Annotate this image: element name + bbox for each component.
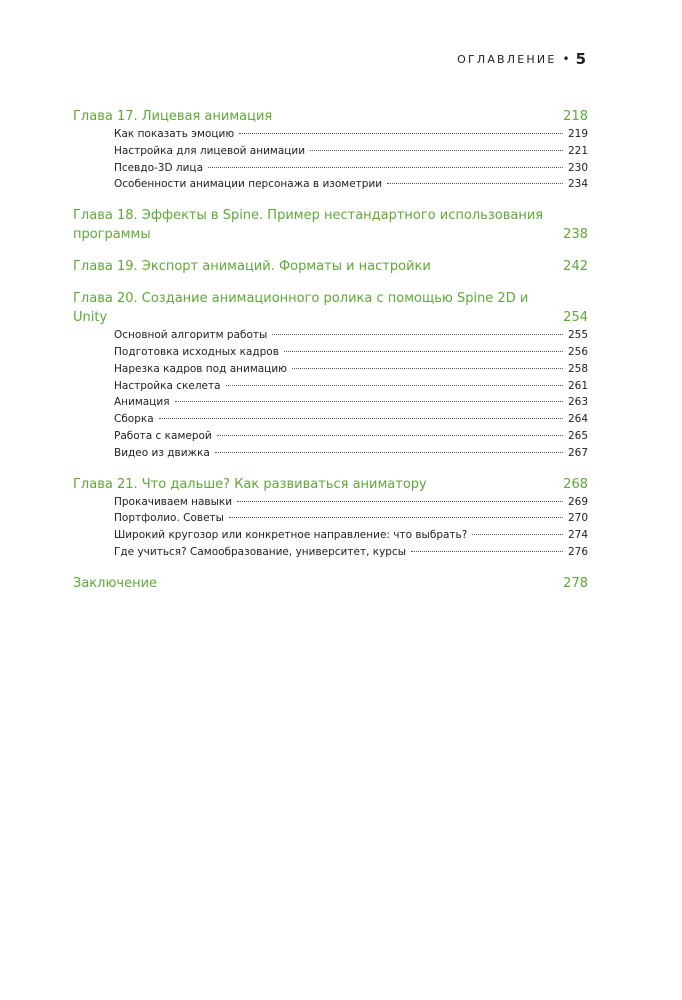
chapter-page-number: 278 [563, 575, 588, 591]
toc-entry[interactable] [114, 494, 588, 511]
dot-leader [472, 534, 563, 535]
toc-chapter [73, 257, 588, 276]
toc-entry[interactable] [114, 544, 588, 561]
entry-title: Настройка скелета [114, 379, 221, 392]
entry-title: Работа с камерой [114, 429, 212, 442]
entry-title: Анимация [114, 396, 170, 409]
chapter-page-number: 218 [563, 109, 588, 124]
chapter-title: Заключение [73, 575, 158, 591]
dot-leader [159, 418, 563, 419]
running-head [457, 50, 586, 68]
entry-title: Основной алгоритм работы [114, 329, 268, 342]
chapter-heading[interactable] [73, 475, 588, 494]
chapter-heading[interactable] [73, 107, 588, 126]
toc-chapter [73, 289, 588, 461]
dot-leader [239, 133, 563, 134]
chapter-title: Глава 21. Что дальше? Как развиваться аниматору [73, 476, 427, 492]
toc-chapter [73, 206, 588, 244]
entry-page-number: 276 [567, 545, 588, 558]
entry-title: Сборка [114, 413, 154, 426]
dot-leader [229, 517, 563, 518]
dot-leader [284, 351, 563, 352]
chapter-page-number: 254 [563, 310, 588, 326]
toc-entry[interactable] [114, 378, 588, 395]
chapter-heading[interactable] [73, 574, 588, 593]
toc-entry[interactable] [114, 327, 588, 344]
dot-leader [411, 551, 563, 552]
dot-leader [310, 150, 563, 151]
entry-title: Прокачиваем навыки [114, 495, 233, 508]
toc-entry[interactable] [114, 394, 588, 411]
entry-page-number: 234 [567, 178, 588, 191]
toc-entry[interactable] [114, 361, 588, 378]
entry-title: Портфолио. Советы [114, 512, 224, 525]
entry-title: Нарезка кадров под анимацию [114, 362, 287, 375]
entry-page-number: 258 [567, 362, 588, 375]
chapter-title: Глава 20. Создание анимационного ролика с помощью Spine 2D и Unity [73, 291, 529, 326]
chapter-heading[interactable] [73, 257, 588, 276]
chapter-heading[interactable] [73, 289, 588, 327]
entry-title: Подготовка исходных кадров [114, 345, 279, 358]
entry-title: Широкий кругозор или конкретное направление: что выбрать? [114, 529, 468, 542]
dot-leader [292, 368, 563, 369]
chapter-title: Глава 17. Лицевая анимация [73, 109, 273, 124]
toc-entry[interactable] [114, 143, 588, 160]
toc-entry[interactable] [114, 411, 588, 428]
dot-leader [226, 385, 563, 386]
entry-title: Видео из движка [114, 446, 210, 459]
chapter-heading[interactable] [73, 206, 588, 244]
page-number: 5 [575, 50, 586, 68]
toc-entry[interactable] [114, 176, 588, 193]
table-of-contents [73, 107, 588, 606]
entry-page-number: 261 [567, 379, 588, 392]
entry-page-number: 221 [567, 144, 588, 157]
toc-entry[interactable] [114, 445, 588, 462]
entry-title: Псевдо-3D лица [114, 161, 204, 174]
bullet-icon: • [562, 52, 570, 66]
entry-title: Особенности анимации персонажа в изометрии [114, 178, 383, 191]
toc-chapter [73, 107, 588, 193]
chapter-page-number: 268 [563, 476, 588, 492]
dot-leader [237, 501, 563, 502]
dot-leader [175, 401, 563, 402]
toc-chapter [73, 574, 588, 593]
entry-title: Где учиться? Самообразование, университет, курсы [114, 545, 407, 558]
entry-page-number: 230 [567, 161, 588, 174]
chapter-title: Глава 18. Эффекты в Spine. Пример нестандартного использования программы [73, 208, 544, 243]
entry-title: Как показать эмоцию [114, 128, 235, 140]
entry-page-number: 274 [567, 529, 588, 542]
dot-leader [217, 435, 563, 436]
entry-page-number: 269 [567, 495, 588, 508]
entry-page-number: 265 [567, 429, 588, 442]
entry-title: Настройка для лицевой анимации [114, 144, 306, 157]
toc-entry[interactable] [114, 126, 588, 143]
entry-page-number: 267 [567, 446, 588, 459]
dot-leader [387, 183, 563, 184]
entry-page-number: 256 [567, 345, 588, 358]
toc-entry[interactable] [114, 344, 588, 361]
chapter-title: Глава 19. Экспорт анимаций. Форматы и настройки [73, 259, 431, 275]
dot-leader [208, 167, 563, 168]
entry-page-number: 219 [567, 128, 588, 140]
toc-chapter [73, 475, 588, 561]
entry-page-number: 255 [567, 329, 588, 342]
dot-leader [215, 452, 563, 453]
toc-entry[interactable] [114, 428, 588, 445]
chapter-page-number: 242 [563, 259, 588, 275]
chapter-page-number: 238 [563, 227, 588, 243]
toc-entry[interactable] [114, 527, 588, 544]
section-title: ОГЛАВЛЕНИЕ [457, 52, 557, 66]
toc-entry[interactable] [114, 510, 588, 527]
dot-leader [272, 334, 563, 335]
entry-page-number: 270 [567, 512, 588, 525]
entry-page-number: 264 [567, 413, 588, 426]
toc-entry[interactable] [114, 160, 588, 177]
entry-page-number: 263 [567, 396, 588, 409]
